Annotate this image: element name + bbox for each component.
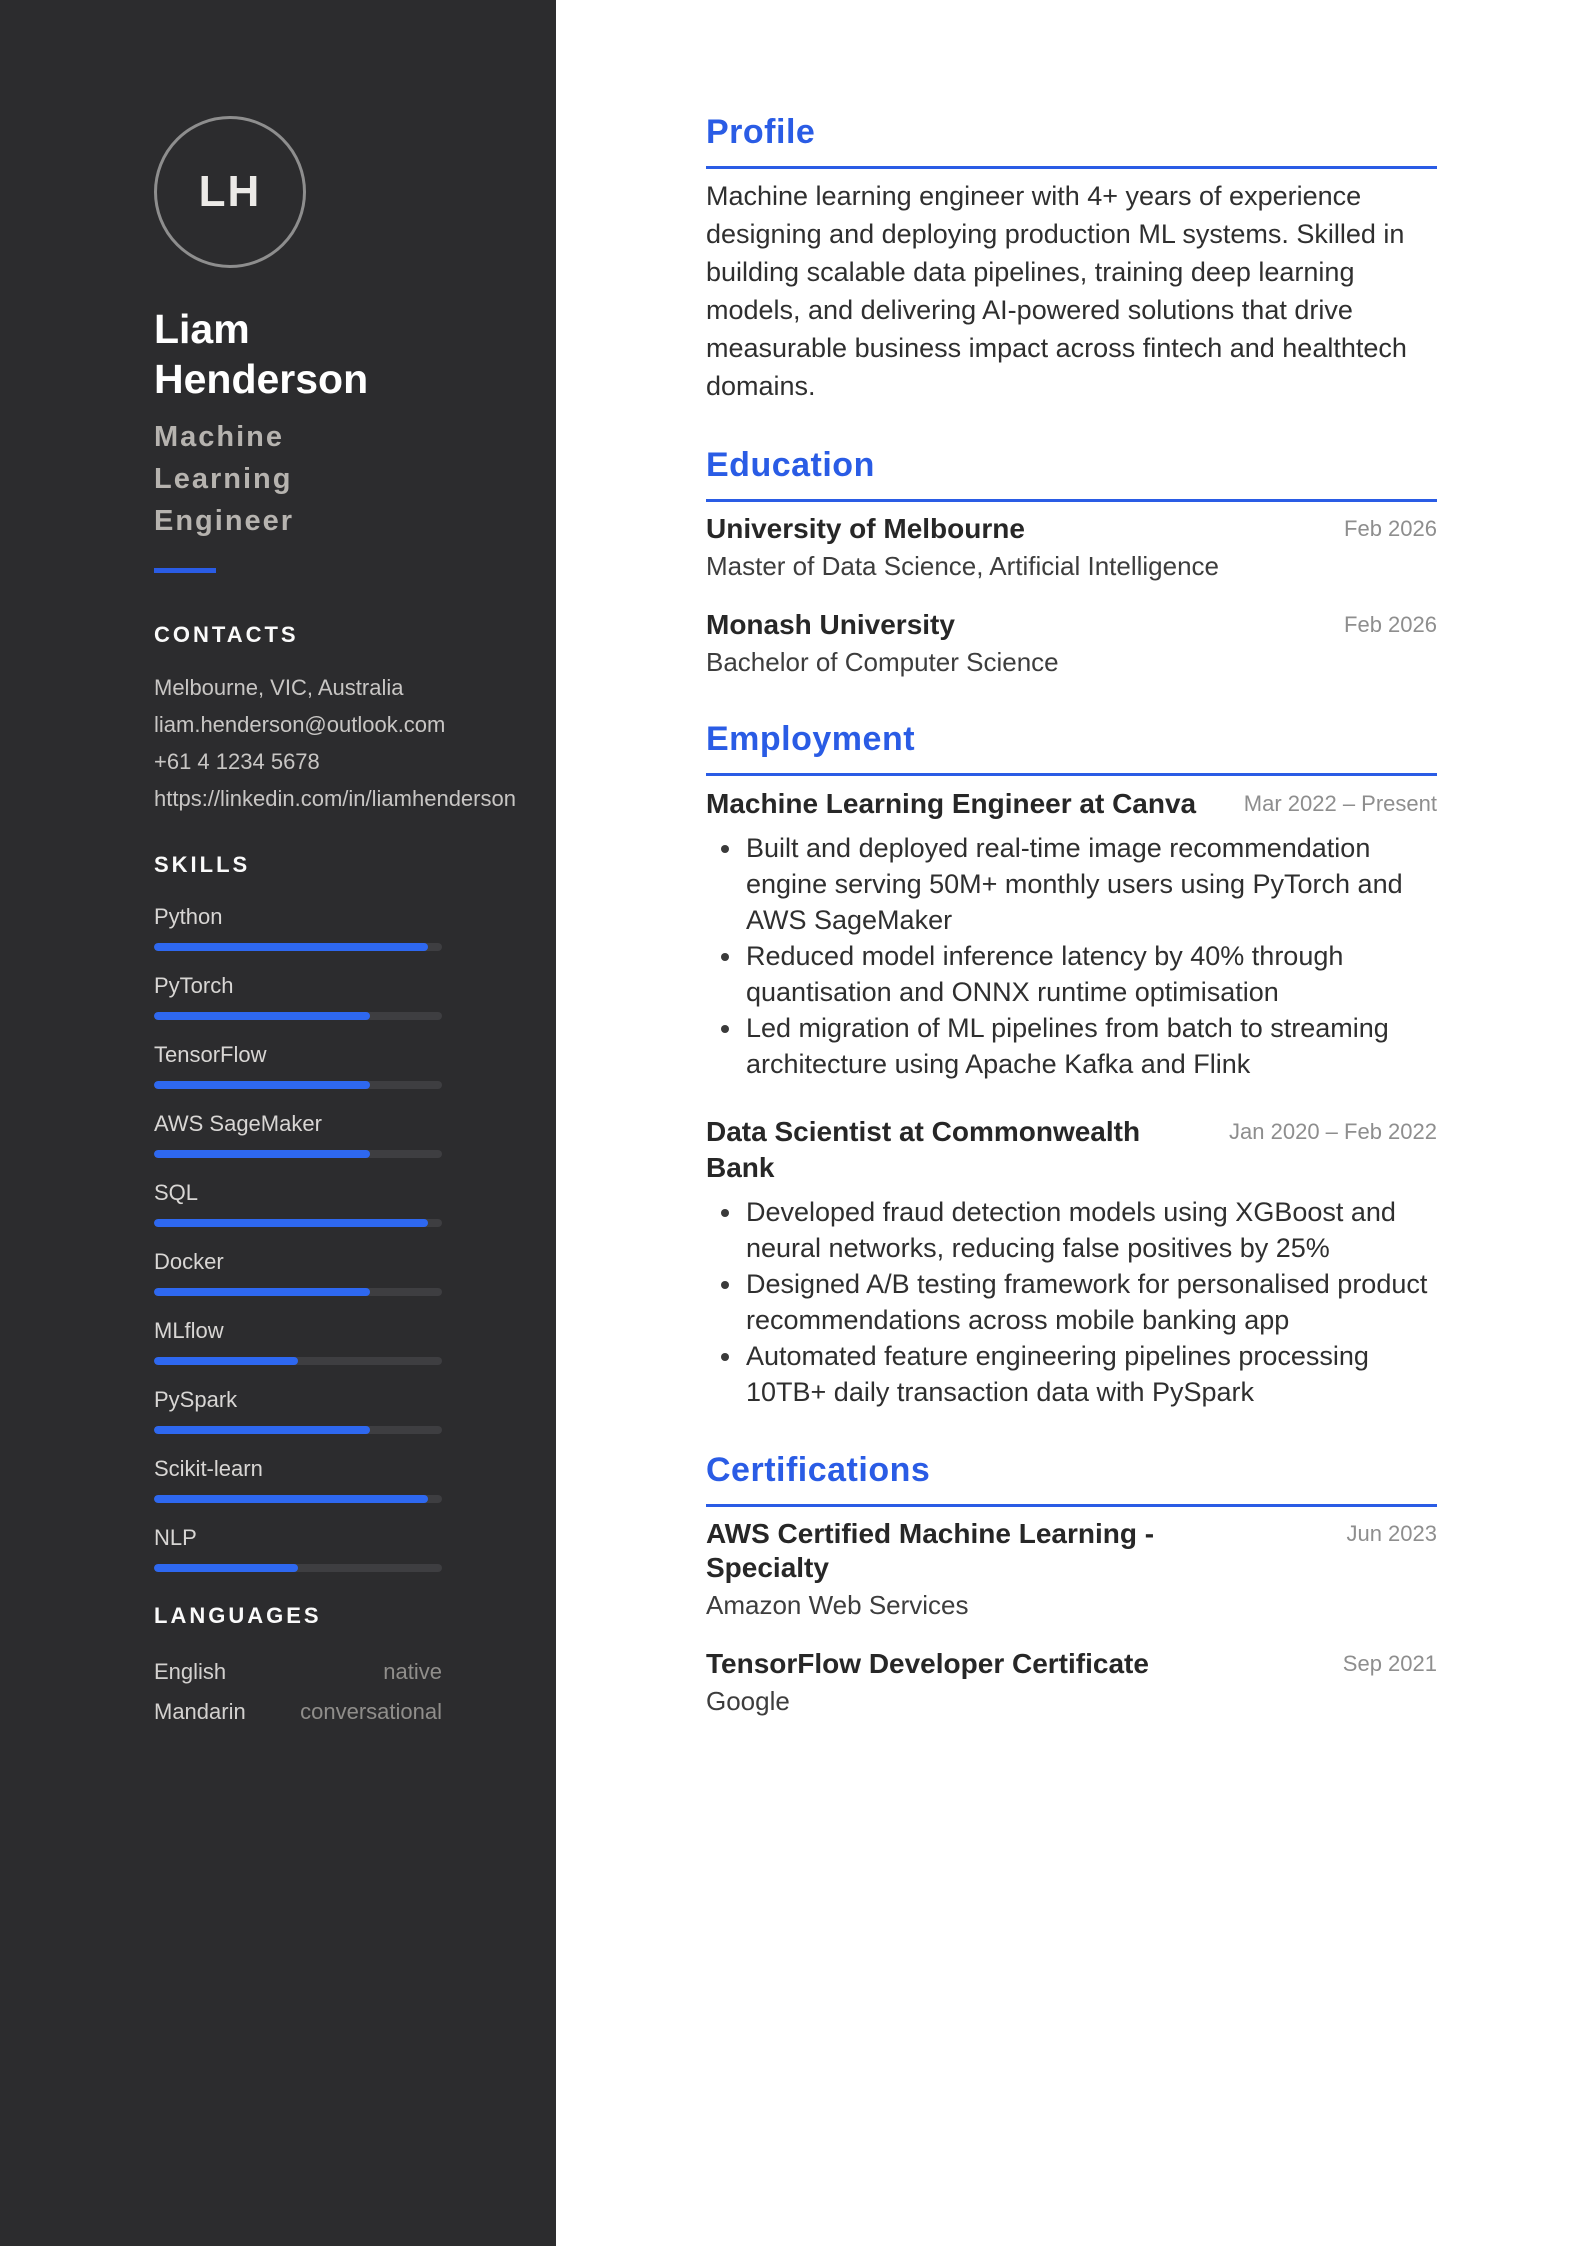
skill-bar: [154, 943, 442, 951]
skill-bar: [154, 1564, 442, 1572]
skill-bar: [154, 1495, 442, 1503]
job-bullet: • Led migration of ML pipelines from batch to streaming architecture using Apache Kafka and Flink: [744, 1010, 1437, 1082]
avatar-initials: LH: [198, 167, 262, 216]
section-rule: [706, 1504, 1437, 1507]
education-entry: [706, 512, 1437, 583]
education-date: Feb 2026: [1344, 612, 1437, 637]
skill-bar-fill: [154, 1081, 370, 1089]
skills-list: [154, 903, 442, 1572]
skill-item: [154, 1041, 442, 1089]
skill-bar-fill: [154, 1426, 370, 1434]
education-date: Feb 2026: [1344, 516, 1437, 541]
skill-bar: [154, 1357, 442, 1365]
skill-name: Docker: [154, 1249, 224, 1274]
skill-bar: [154, 1426, 442, 1434]
degree-name: Master of Data Science, Artificial Intelligence: [706, 551, 1220, 581]
job-date: Mar 2022 – Present: [1243, 791, 1437, 816]
skill-bar-fill: [154, 1357, 298, 1365]
avatar: [154, 116, 306, 268]
person-name: Liam Henderson: [154, 306, 369, 402]
languages-heading: LANGUAGES: [154, 1603, 322, 1628]
certifications-section: [706, 1450, 1437, 1718]
skill-bar-fill: [154, 1495, 428, 1503]
skill-bar: [154, 1012, 442, 1020]
employment-heading: Employment: [706, 720, 916, 758]
section-rule: [706, 773, 1437, 776]
job-entry: [706, 1114, 1437, 1410]
language-name: English: [154, 1659, 227, 1684]
skill-item: [154, 903, 442, 951]
skill-item: [154, 1455, 442, 1503]
job-bullet: • Built and deployed real-time image recommendation engine serving 50M+ monthly users using PyTorch and AWS SageMaker: [744, 830, 1437, 938]
language-row: [154, 1692, 442, 1732]
contact-linkedin-url: https://linkedin.com/in/liamhenderson: [154, 786, 516, 811]
skill-item: [154, 1386, 442, 1434]
certification-entry: [706, 1647, 1437, 1718]
certification-entry: [706, 1517, 1437, 1622]
skill-name: MLflow: [154, 1318, 224, 1343]
certification-issuer: Amazon Web Services: [706, 1590, 969, 1620]
contact-location: Melbourne, VIC, Australia: [154, 675, 404, 700]
certification-date: Jun 2023: [1346, 1521, 1437, 1546]
entry-header: [706, 1114, 1437, 1186]
entry-header: [706, 1517, 1437, 1585]
job-bullet: • Developed fraud detection models using XGBoost and neural networks, reducing false positives by 25%: [744, 1194, 1437, 1266]
skill-item: [154, 1248, 442, 1296]
job-bullet-list: [706, 830, 1437, 1082]
section-rule: [706, 499, 1437, 502]
language-level: conversational: [300, 1699, 442, 1724]
sidebar: [0, 0, 556, 2246]
skill-item: [154, 1317, 442, 1365]
skill-name: PySpark: [154, 1387, 238, 1412]
certification-issuer: Google: [706, 1686, 790, 1716]
entry-header: [706, 1647, 1437, 1681]
contacts-list: [154, 669, 556, 817]
skill-item: [154, 1110, 442, 1158]
profile-summary: Machine learning engineer with 4+ years of experience designing and deploying production ML systems. Skilled in building scalable data pipelines, training deep learning models, and delivering AI-powered solutions that drive measurable business impact across fintech and healthtech domains.: [706, 181, 1407, 401]
certification-date: Sep 2021: [1342, 1651, 1437, 1676]
skill-bar: [154, 1081, 442, 1089]
language-name: Mandarin: [154, 1699, 246, 1724]
certification-name: TensorFlow Developer Certificate: [706, 1648, 1149, 1679]
skill-name: PyTorch: [154, 973, 234, 998]
profile-heading: Profile: [706, 113, 816, 151]
skill-name: AWS SageMaker: [154, 1111, 322, 1136]
job-title: Machine Learning Engineer at Canva: [706, 788, 1197, 819]
certification-name: AWS Certified Machine Learning - Specialty: [706, 1518, 1155, 1583]
skill-item: [154, 972, 442, 1020]
skill-bar-fill: [154, 1150, 370, 1158]
degree-name: Bachelor of Computer Science: [706, 647, 1059, 677]
skill-bar: [154, 1150, 442, 1158]
skill-item: [154, 1179, 442, 1227]
skill-bar-fill: [154, 1564, 298, 1572]
contacts-heading: CONTACTS: [154, 622, 299, 647]
skill-bar-fill: [154, 1012, 370, 1020]
skill-name: SQL: [154, 1180, 199, 1205]
job-bullet-list: [706, 1194, 1437, 1410]
skill-bar-fill: [154, 1288, 370, 1296]
education-section: [706, 445, 1437, 679]
language-level: native: [383, 1659, 442, 1684]
skill-bar-fill: [154, 943, 428, 951]
skill-bar: [154, 1219, 442, 1227]
entry-header: [706, 512, 1437, 546]
skill-bar: [154, 1288, 442, 1296]
skill-name: Python: [154, 904, 223, 929]
education-heading: Education: [706, 446, 875, 484]
sidebar-content: [0, 0, 556, 1732]
skill-bar-fill: [154, 1219, 428, 1227]
job-date: Jan 2020 – Feb 2022: [1229, 1119, 1437, 1144]
job-bullet: • Automated feature engineering pipelines processing 10TB+ daily transaction data with PySpark: [744, 1338, 1437, 1410]
skill-item: [154, 1524, 442, 1572]
person-job-title: Machine Learning Engineer: [154, 421, 295, 537]
languages-list: [154, 1652, 442, 1732]
entry-header: [706, 786, 1437, 822]
entry-header: [706, 608, 1437, 642]
profile-section: [706, 112, 1437, 405]
main-content: [556, 0, 1588, 1778]
school-name: University of Melbourne: [706, 513, 1025, 544]
skill-name: NLP: [154, 1525, 197, 1550]
school-name: Monash University: [706, 609, 955, 640]
skill-name: TensorFlow: [154, 1042, 267, 1067]
contact-email: liam.henderson@outlook.com: [154, 712, 446, 737]
certifications-heading: Certifications: [706, 1451, 931, 1489]
section-rule: [706, 166, 1437, 169]
language-row: [154, 1652, 442, 1692]
job-entry: [706, 786, 1437, 1082]
accent-divider: [154, 568, 216, 573]
employment-section: [706, 719, 1437, 1410]
job-title: Data Scientist at Commonwealth Bank: [706, 1116, 1141, 1183]
skill-name: Scikit-learn: [154, 1456, 263, 1481]
education-entry: [706, 608, 1437, 679]
contact-phone: +61 4 1234 5678: [154, 749, 320, 774]
job-bullet: • Reduced model inference latency by 40% through quantisation and ONNX runtime optimisation: [744, 938, 1437, 1010]
job-bullet: • Designed A/B testing framework for personalised product recommendations across mobile banking app: [744, 1266, 1437, 1338]
skills-heading: SKILLS: [154, 852, 251, 877]
